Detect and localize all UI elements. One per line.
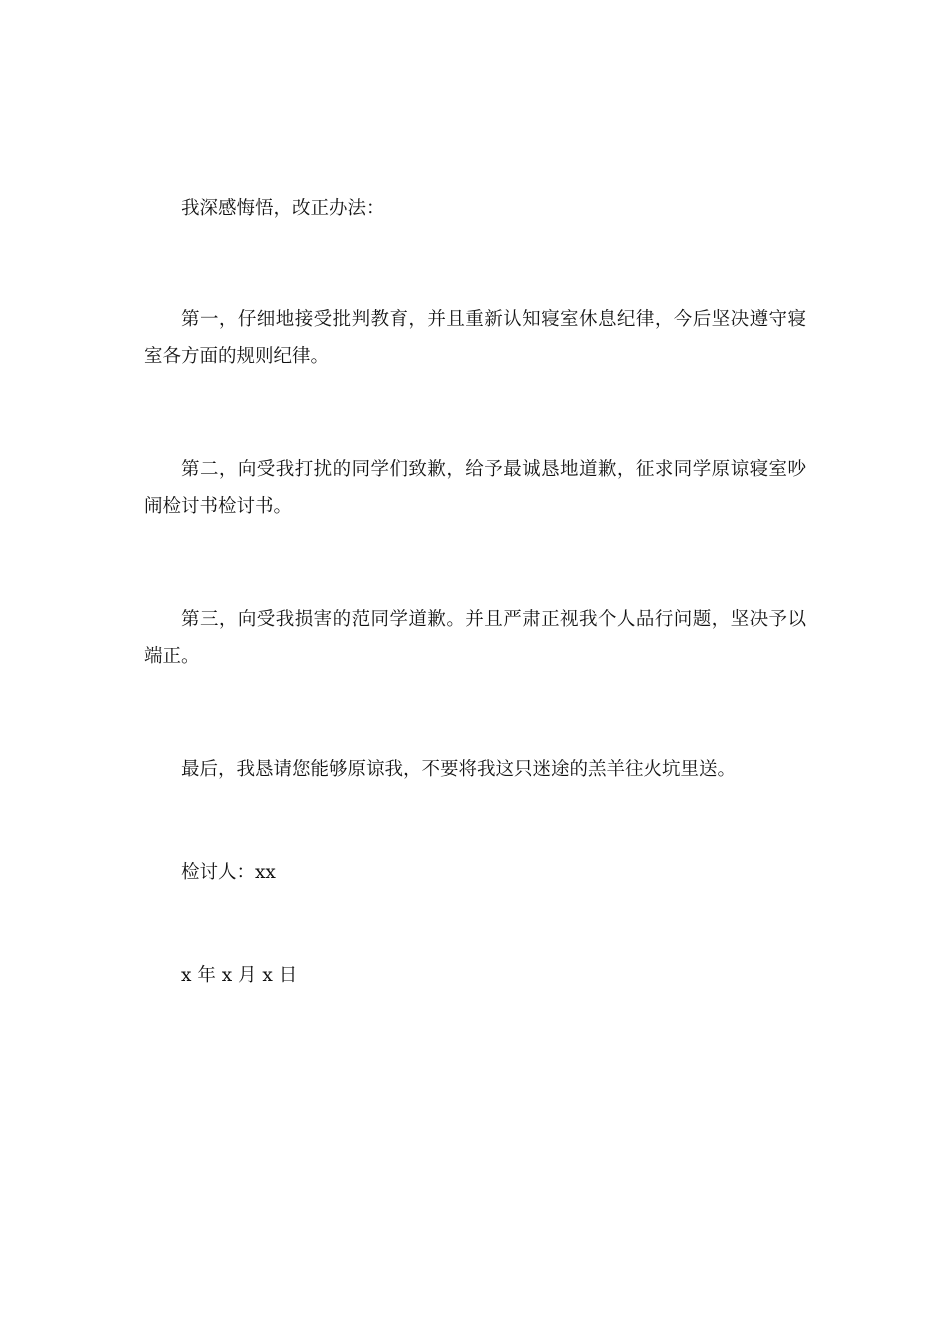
- item-paragraph-3: 第三，向受我损害的范同学道歉。并且严肃正视我个人品行问题，坚决予以端正。: [144, 609, 806, 667]
- document-body: [144, 190, 806, 994]
- intro-paragraph: 我深感悔悟，改正办法：: [181, 198, 385, 219]
- signature-line: 检讨人：xx: [181, 862, 276, 883]
- item-paragraph-2: 第二，向受我打扰的同学们致歉，给予最诚恳地道歉，征求同学原谅寝室吵闹检讨书检讨书。: [144, 459, 806, 517]
- item-paragraph-1: 第一，仔细地接受批判教育，并且重新认知寝室休息纪律，今后坚决遵守寝室各方面的规则纪律。: [144, 309, 806, 367]
- date-line: x 年 x 月 x 日: [181, 965, 298, 986]
- closing-paragraph: 最后，我恳请您能够原谅我，不要将我这只迷途的羔羊往火坑里送。: [181, 759, 737, 780]
